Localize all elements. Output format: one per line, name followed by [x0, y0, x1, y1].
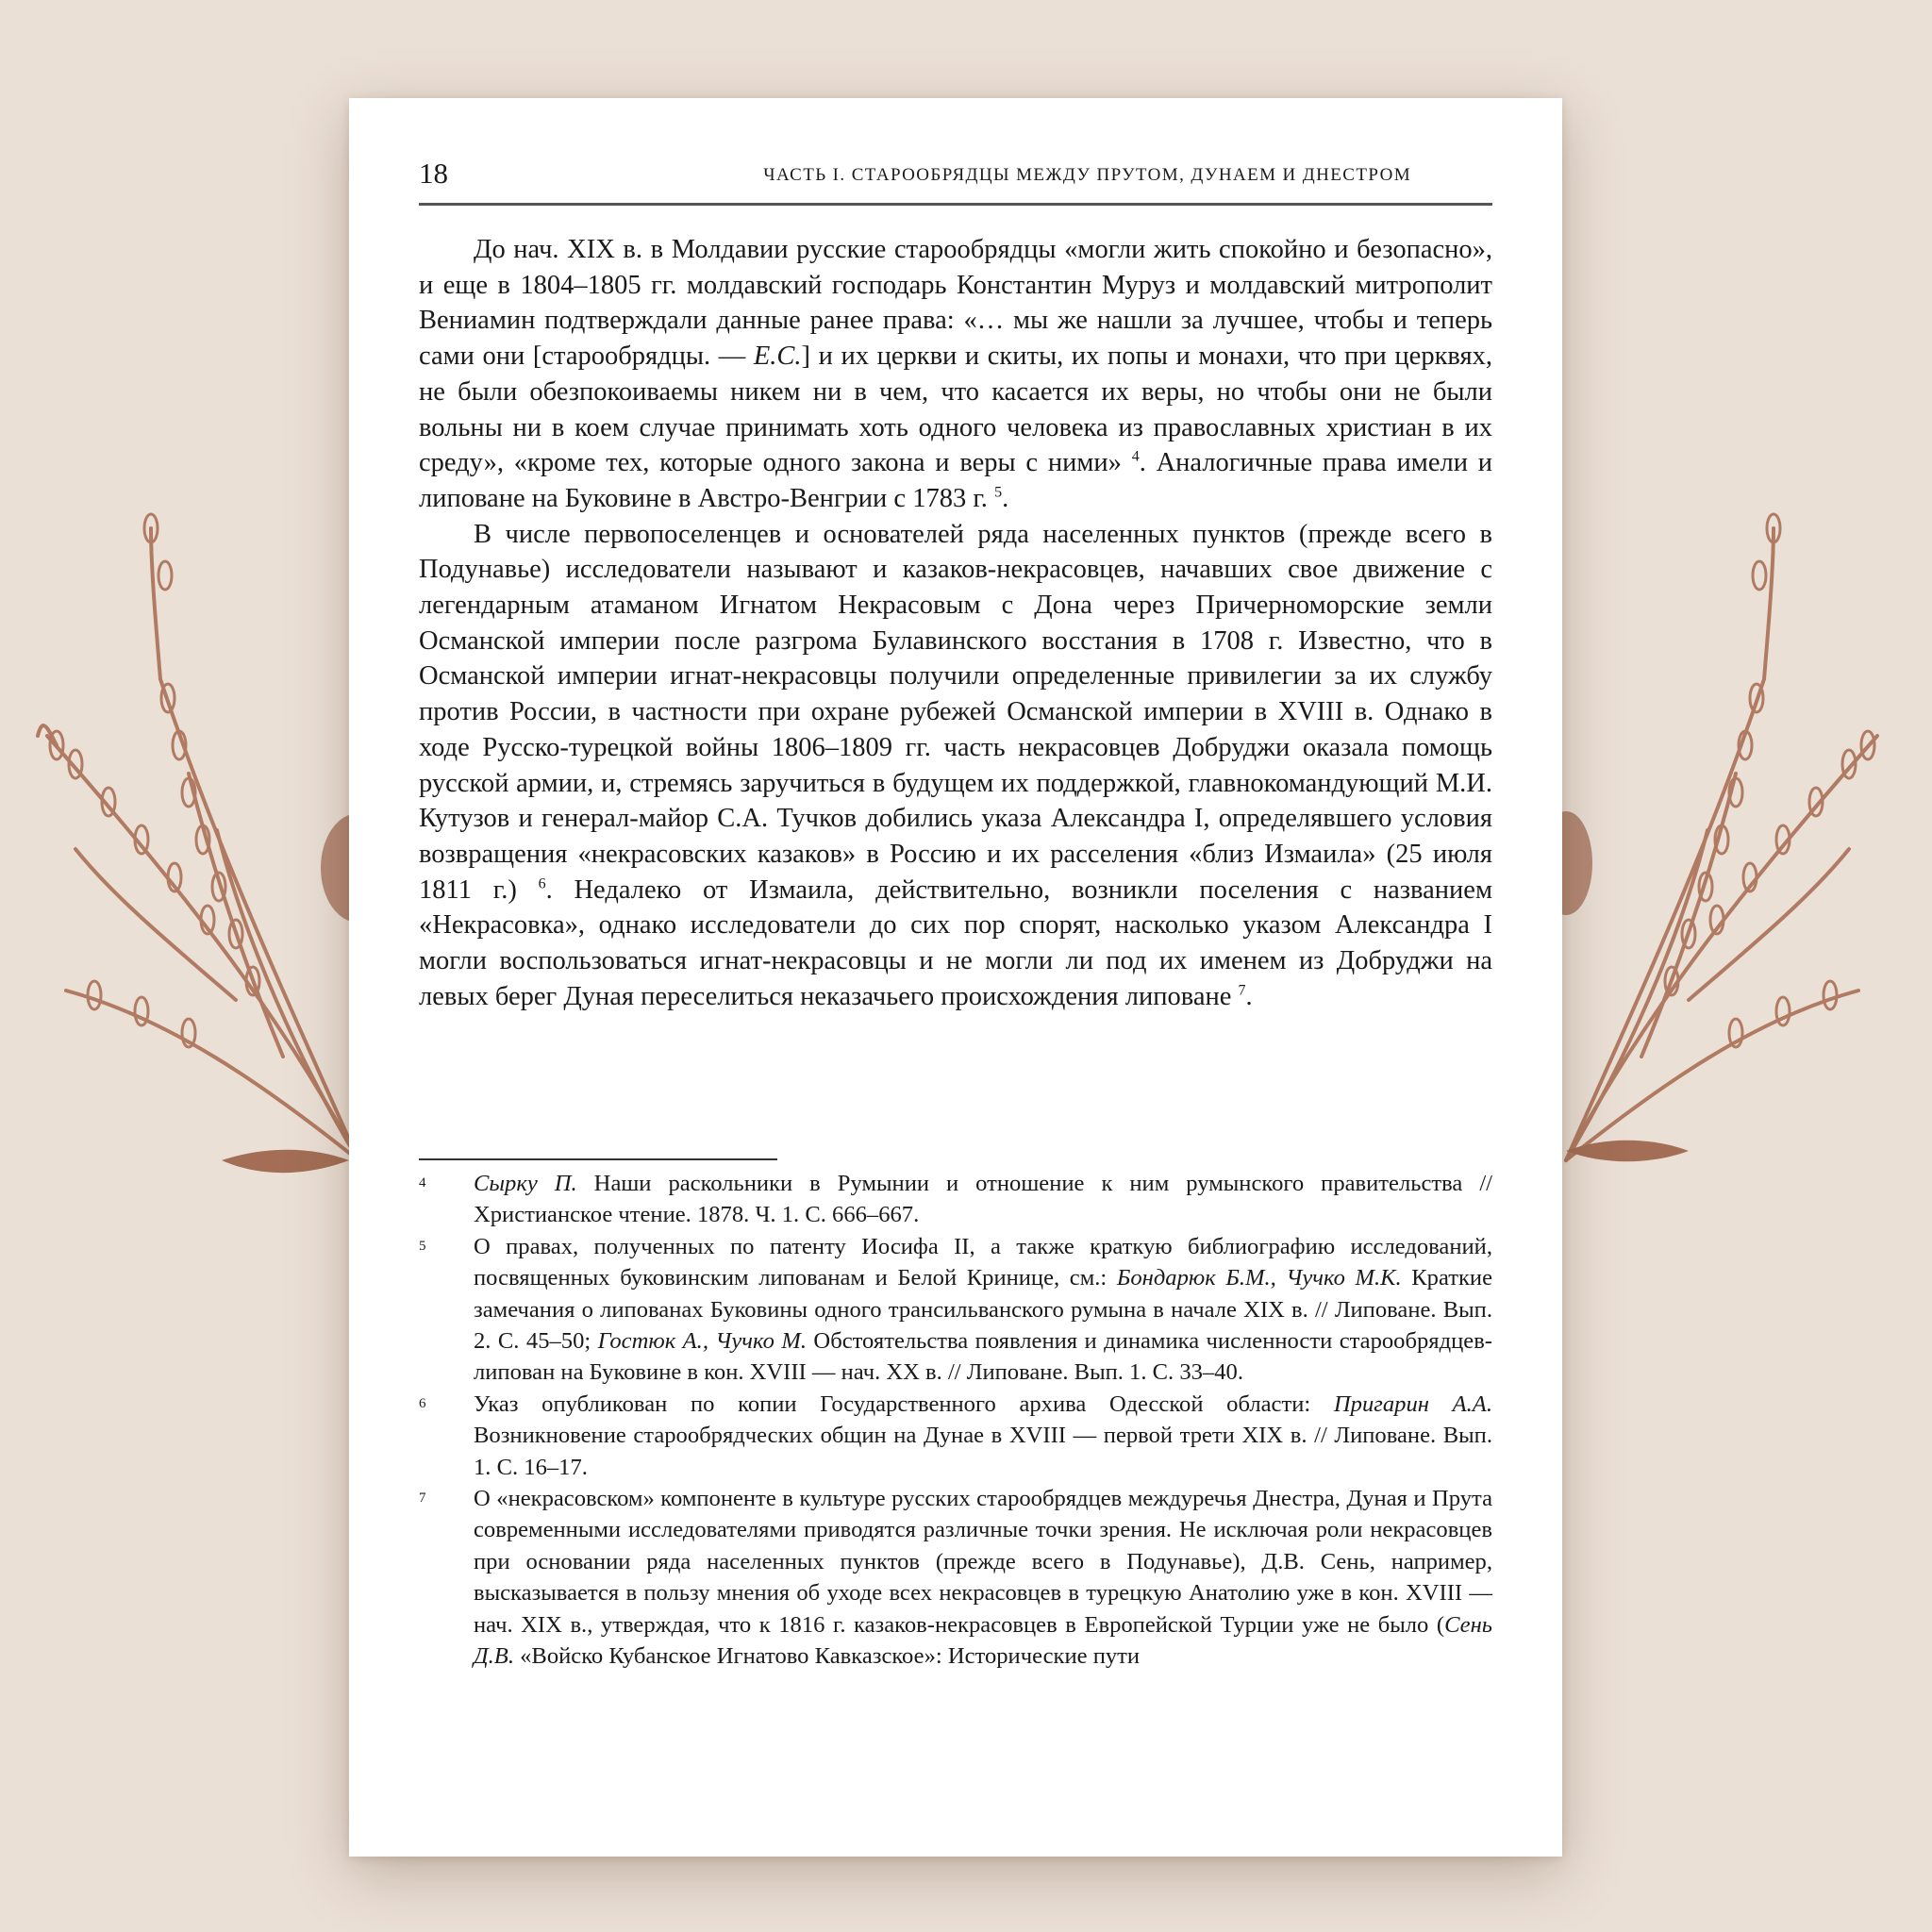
footnote-number: 4	[419, 1175, 426, 1191]
page-number: 18	[419, 157, 448, 190]
footnote-7	[419, 1483, 1492, 1672]
footnote-4	[419, 1168, 1492, 1231]
left-leaves	[222, 1150, 349, 1173]
footnote-number: 7	[419, 1491, 426, 1507]
footnote-ref-5: 5	[994, 484, 1003, 501]
footnote-5	[419, 1231, 1492, 1389]
footnote-6	[419, 1389, 1492, 1483]
right-willow-branch	[1566, 514, 1877, 1160]
footnote-text: Сырку П. Наши раскольники в Румынии и отношение к ним румынского правительства // Христианское чтение. 1878. Ч. 1. С. 666–667.	[474, 1171, 1492, 1228]
paragraph-2: В числе первопоселенцев и основателей ряда населенных пунктов (прежде всего в Подунавье) исследователи называют и казаков-некрасовцев, начавших свое движение с легендарным атаманом Игнатом Некрасовым с Дона через Причерноморские земли Османской империи после разгрома Булавинского восстания в 1708 г. Известно, что в Османской империи игнат-некрасовцы получили определенные привилегии за их службу против России, в частности при охране рубежей Османской империи в XVIII в. Однако в ходе Русско-турецкой войны 1806–1809 гг. часть некрасовцев Добруджи оказала помощь русской армии, и, стремясь заручиться в будущем их поддержкой, главнокомандующий М.И. Кутузов и генерал-майор С.А. Тучков добились указа Александра I, определявшего условия возвращения «некрасовских казаков» в Россию и их расселения «близ Измаила» (25 июля 1811 г.) $^6$. Недалеко от Измаила, действительно, возникли поселения с названием «Некрасовка», однако исследователи до сих пор спорят, насколько указом Александра I могли воспользоваться игнат-некрасовцы и не могли ли под их именем из Добруджи на левых берег Дуная переселиться неказачьего происхождения липоване $^7$.	[419, 519, 1492, 1011]
footnote-text: Указ опубликован по копии Государственного архива Одесской области: Пригарин А.А. Возникновение старообрядческих общин на Дунае в XVIII — первой трети XIX в. // Липоване. Вып. 1. С. 16–17.	[474, 1391, 1492, 1480]
paragraph-1: До нач. XIX в. в Молдавии русские старообрядцы «могли жить спокойно и безопасно», и еще в 1804–1805 гг. молдавский господарь Константин Муруз и молдавский митрополит Вениамин подтверждали данные ранее права: «… мы же нашли за лучшее, чтобы и теперь сами они [старообрядцы. — Е.С.] и их церкви и скиты, их попы и монахи, что при церквях, не были обезпокоиваемы никем ни в чем, что касается их веры, но чтобы они не были вольны ни в коем случае принимать хоть одного человека из православных христиан в их среду», «кроме тех, которые одного закона и веры с ними» $^4$. Аналогичные права имели и липоване на Буковине в Австро-Венгрии с 1783 г. $^5$.	[419, 235, 1493, 513]
footnote-number: 6	[419, 1395, 426, 1411]
running-head: ЧАСТЬ I. СТАРООБРЯДЦЫ МЕЖДУ ПРУТОМ, ДУНАЕМ И ДНЕСТРОМ	[763, 165, 1411, 185]
footnote-number: 5	[419, 1238, 426, 1254]
page-header	[419, 153, 1492, 206]
footnote-divider	[419, 1158, 777, 1160]
footnote-ref-4: 4	[1131, 448, 1140, 465]
footnote-text: О «некрасовском» компоненте в культуре русских старообрядцев междуречья Днестра, Дуная и Прута современными исследователями приводятся различные точки зрения. Не исключая роли некрасовцев при основании ряда населенных пунктов (прежде всего в Подунавье), Д.В. Сень, например, высказывается в пользу мнения об уходе всех некрасовцев в турецкую Анатолию уже в кон. XVIII — нач. XIX в., утверждая, что к 1816 г. казаков-некрасовцев в Европейской Турции уже не было (Сень Д.В. «Войско Кубанское Игнатово Кавказское»: Исторические пути	[474, 1486, 1492, 1670]
footnotes	[419, 1168, 1492, 1673]
book-page	[349, 98, 1562, 1857]
footnote-text: О правах, полученных по патенту Иосифа II, а также краткую библиографию исследований, посвященных буковинским липованам и Белой Кринице, см.: Бондарюк Б.М., Чучко М.К. Краткие замечания о липованах Буковины одного трансильванского румына в начале XIX в. // Липоване. Вып. 2. С. 45–50; Гостюк А., Чучко М. Обстоятельства появления и динамика численности старообрядцев-липован на Буковине в кон. XVIII — нач. XX в. // Липоване. Вып. 1. С. 33–40.	[474, 1233, 1492, 1386]
left-willow-branch	[38, 514, 358, 1160]
footnote-ref-7: 7	[1238, 982, 1246, 999]
footnote-ref-6: 6	[538, 875, 546, 892]
main-text	[419, 232, 1492, 1014]
